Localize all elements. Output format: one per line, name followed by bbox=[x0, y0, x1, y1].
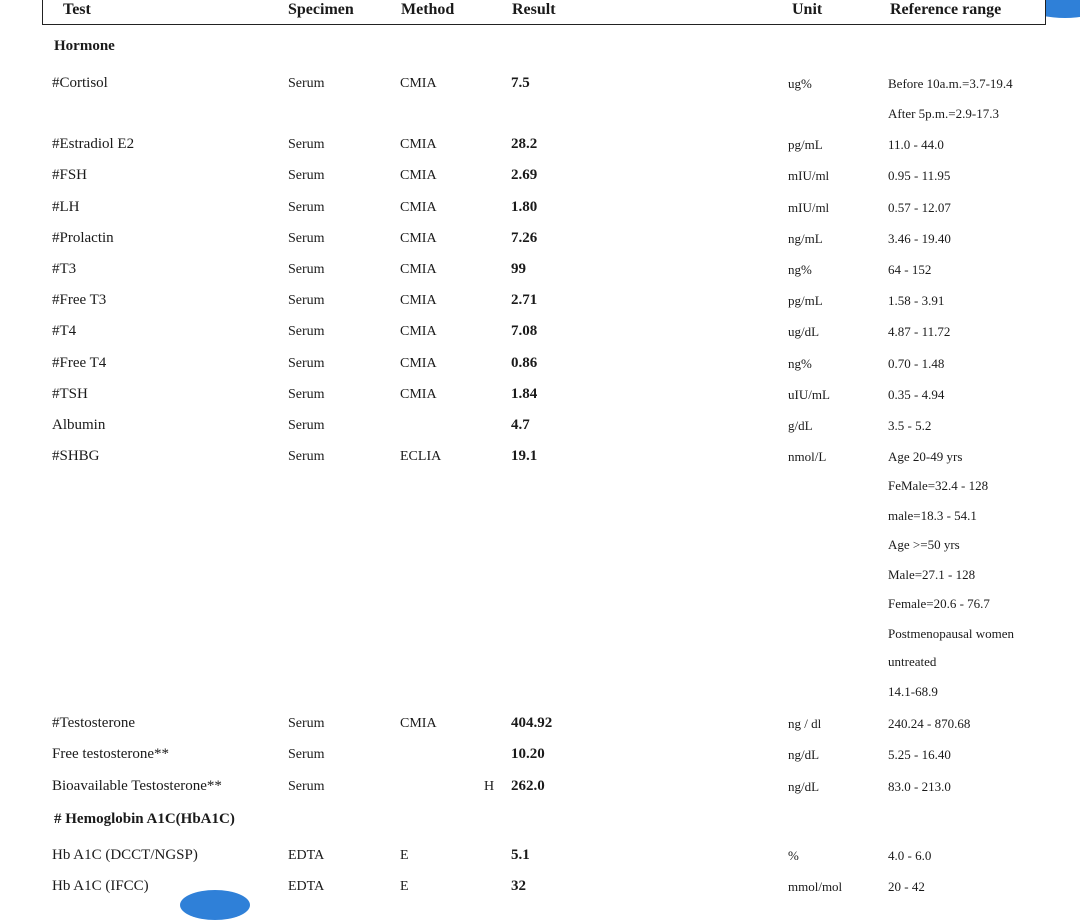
specimen: Serum bbox=[288, 137, 325, 152]
method: ECLIA bbox=[400, 449, 442, 464]
header-unit: Unit bbox=[792, 1, 823, 18]
reference-range: 64 - 152 bbox=[888, 262, 932, 277]
unit: ng/dL bbox=[788, 779, 820, 794]
test-name: #Testosterone bbox=[52, 715, 136, 731]
method: CMIA bbox=[400, 137, 437, 152]
unit: % bbox=[788, 848, 799, 863]
test-name: #T3 bbox=[52, 261, 77, 277]
reference-range: 3.46 - 19.40 bbox=[888, 231, 951, 246]
test-name: #TSH bbox=[52, 386, 88, 402]
method: E bbox=[400, 879, 409, 894]
unit: ng/mL bbox=[788, 231, 823, 246]
unit: mIU/ml bbox=[788, 200, 830, 215]
specimen: Serum bbox=[288, 168, 325, 183]
reference-range: Age 20-49 yrs bbox=[888, 449, 963, 464]
header-specimen: Specimen bbox=[288, 1, 354, 18]
reference-range: Male=27.1 - 128 bbox=[888, 567, 976, 582]
unit: nmol/L bbox=[788, 449, 827, 464]
result-value: 2.71 bbox=[511, 292, 538, 308]
specimen: EDTA bbox=[288, 879, 325, 894]
specimen: Serum bbox=[288, 387, 325, 402]
unit: pg/mL bbox=[788, 137, 823, 152]
test-name: Free testosterone** bbox=[52, 746, 170, 762]
reference-range: 14.1-68.9 bbox=[888, 684, 938, 699]
specimen: Serum bbox=[288, 747, 325, 762]
test-name: Bioavailable Testosterone** bbox=[52, 778, 222, 794]
specimen: Serum bbox=[288, 293, 325, 308]
unit: mIU/ml bbox=[788, 168, 830, 183]
reference-range: 20 - 42 bbox=[888, 879, 925, 894]
result-value: 32 bbox=[511, 878, 526, 894]
test-name: Albumin bbox=[52, 417, 106, 433]
reference-range: After 5p.m.=2.9-17.3 bbox=[888, 106, 999, 121]
method: CMIA bbox=[400, 356, 437, 371]
result-value: 5.1 bbox=[511, 847, 530, 863]
specimen: Serum bbox=[288, 356, 325, 371]
result-value: 28.2 bbox=[511, 136, 538, 152]
header-result: Result bbox=[512, 1, 556, 18]
decorative-blob-bottom bbox=[180, 890, 250, 920]
header-method: Method bbox=[401, 1, 455, 18]
reference-range: 4.87 - 11.72 bbox=[888, 324, 951, 339]
test-name: Hb A1C (DCCT/NGSP) bbox=[52, 847, 198, 863]
result-value: 4.7 bbox=[511, 417, 530, 433]
high-flag: H bbox=[484, 779, 495, 794]
test-name: #Prolactin bbox=[52, 230, 114, 246]
test-name: #LH bbox=[52, 199, 80, 215]
method: CMIA bbox=[400, 200, 437, 215]
specimen: Serum bbox=[288, 262, 325, 277]
method: CMIA bbox=[400, 293, 437, 308]
method: CMIA bbox=[400, 168, 437, 183]
result-value: 7.08 bbox=[511, 323, 538, 339]
reference-range: 5.25 - 16.40 bbox=[888, 747, 951, 762]
test-name: #T4 bbox=[52, 323, 77, 339]
unit: g/dL bbox=[788, 418, 813, 433]
method: CMIA bbox=[400, 231, 437, 246]
test-name: #Free T4 bbox=[52, 355, 107, 371]
header-test: Test bbox=[63, 1, 91, 18]
specimen: Serum bbox=[288, 76, 325, 91]
specimen: Serum bbox=[288, 779, 325, 794]
result-value: 10.20 bbox=[511, 746, 545, 762]
reference-range: 4.0 - 6.0 bbox=[888, 848, 932, 863]
method: CMIA bbox=[400, 76, 437, 91]
test-name: #Free T3 bbox=[52, 292, 107, 308]
unit: mmol/mol bbox=[788, 879, 843, 894]
unit: ng% bbox=[788, 262, 812, 277]
header-reference: Reference range bbox=[890, 1, 1002, 18]
reference-range: untreated bbox=[888, 654, 937, 669]
unit: pg/mL bbox=[788, 293, 823, 308]
reference-range: 11.0 - 44.0 bbox=[888, 137, 944, 152]
result-value: 1.80 bbox=[511, 199, 538, 215]
unit: ng/dL bbox=[788, 747, 820, 762]
result-value: 0.86 bbox=[511, 355, 538, 371]
reference-range: FeMale=32.4 - 128 bbox=[888, 478, 989, 493]
result-value: 404.92 bbox=[511, 715, 553, 731]
reference-range: 0.35 - 4.94 bbox=[888, 387, 945, 402]
table-header bbox=[42, 0, 1046, 25]
reference-range: 3.5 - 5.2 bbox=[888, 418, 932, 433]
result-value: 7.5 bbox=[511, 75, 530, 91]
reference-range: 240.24 - 870.68 bbox=[888, 716, 971, 731]
reference-range: 0.95 - 11.95 bbox=[888, 168, 951, 183]
section-title-hormone: Hormone bbox=[54, 38, 115, 54]
reference-range: Age >=50 yrs bbox=[888, 537, 960, 552]
specimen: Serum bbox=[288, 324, 325, 339]
result-value: 19.1 bbox=[511, 448, 538, 464]
specimen: EDTA bbox=[288, 848, 325, 863]
result-value: 262.0 bbox=[511, 778, 545, 794]
test-name: Hb A1C (IFCC) bbox=[52, 878, 149, 894]
test-name: #Cortisol bbox=[52, 75, 108, 91]
result-value: 7.26 bbox=[511, 230, 538, 246]
result-value: 1.84 bbox=[511, 386, 538, 402]
reference-range: 1.58 - 3.91 bbox=[888, 293, 945, 308]
method: CMIA bbox=[400, 324, 437, 339]
specimen: Serum bbox=[288, 449, 325, 464]
reference-range: Postmenopausal women bbox=[888, 626, 1015, 641]
specimen: Serum bbox=[288, 231, 325, 246]
method: CMIA bbox=[400, 387, 437, 402]
test-name: #FSH bbox=[52, 167, 88, 183]
method: E bbox=[400, 848, 409, 863]
reference-range: 0.57 - 12.07 bbox=[888, 200, 951, 215]
reference-range: male=18.3 - 54.1 bbox=[888, 508, 977, 523]
reference-range: Female=20.6 - 76.7 bbox=[888, 596, 990, 611]
reference-range: 83.0 - 213.0 bbox=[888, 779, 951, 794]
reference-range: 0.70 - 1.48 bbox=[888, 356, 945, 371]
method: CMIA bbox=[400, 716, 437, 731]
unit: uIU/mL bbox=[788, 387, 830, 402]
test-name: #Estradiol E2 bbox=[52, 136, 135, 152]
specimen: Serum bbox=[288, 418, 325, 433]
result-value: 99 bbox=[511, 261, 526, 277]
test-name: #SHBG bbox=[52, 448, 100, 464]
unit: ng / dl bbox=[788, 716, 822, 731]
result-value: 2.69 bbox=[511, 167, 538, 183]
unit: ug/dL bbox=[788, 324, 820, 339]
unit: ng% bbox=[788, 356, 812, 371]
method: CMIA bbox=[400, 262, 437, 277]
unit: ug% bbox=[788, 76, 812, 91]
reference-range: Before 10a.m.=3.7-19.4 bbox=[888, 76, 1013, 91]
section-title-hba1c: # Hemoglobin A1C(HbA1C) bbox=[54, 811, 235, 827]
specimen: Serum bbox=[288, 716, 325, 731]
specimen: Serum bbox=[288, 200, 325, 215]
